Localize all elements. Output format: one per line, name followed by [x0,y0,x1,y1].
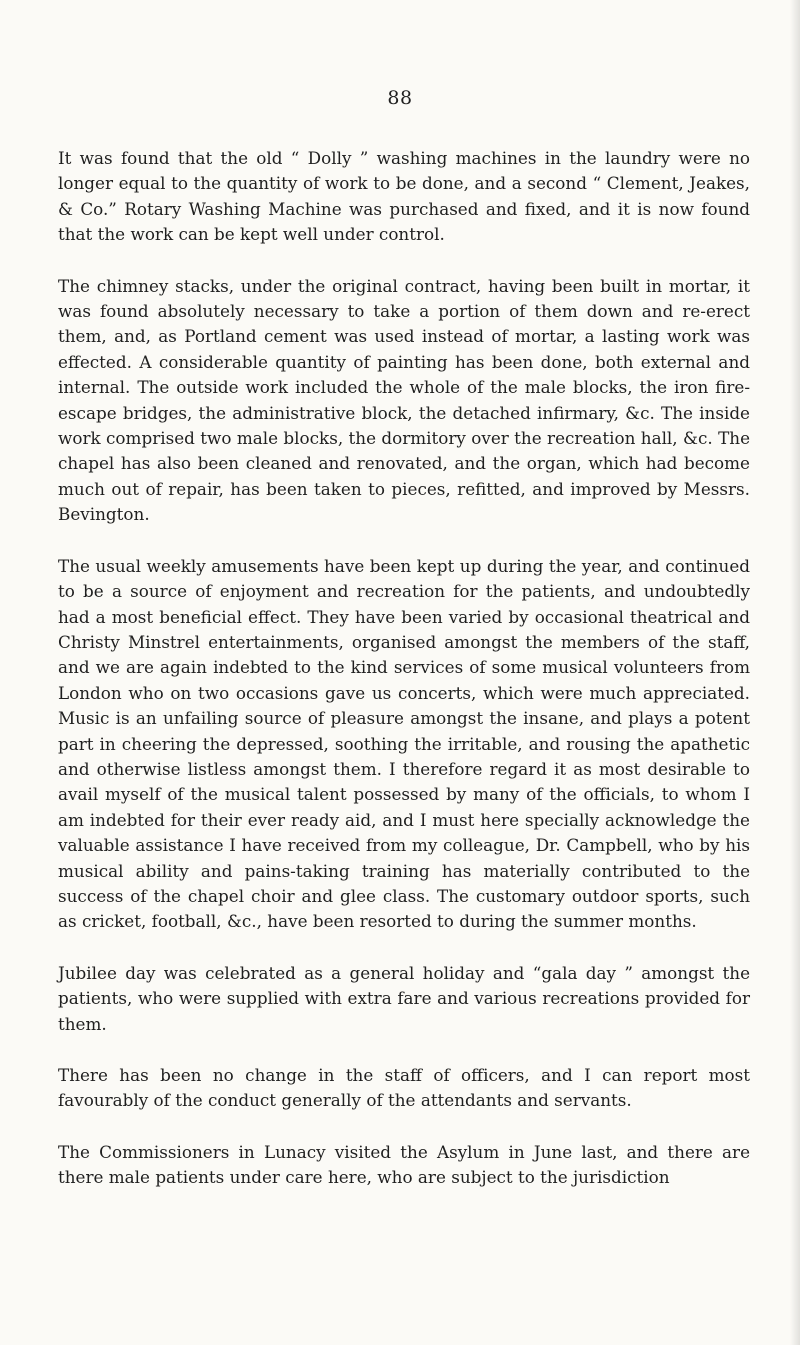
paragraph-jubilee: Jubilee day was celebrated as a general holiday and “gala day ” amongst the patients, who were supplied with extra fare and various recreations provided for them. [58,962,750,1034]
paragraph-laundry: It was found that the old “ Dolly ” washing machines in the laundry were no longer equal to the quantity of work to be done, and a second “ Clement, Jeakes, & Co.” Rotary Washing Machine was purchased and fixed, and it is now found that the work can be kept well under control. [58,148,750,245]
paragraph-staff: There has been no change in the staff of officers, and I can report most favourably of the conduct generally of the attendants and servants. [58,1065,750,1111]
paragraph-repairs: The chimney stacks, under the original contract, having been built in mortar, it was found absolutely necessary to take a portion of them down and re-erect them, and, as Portland cement was used instead of mortar, a lasting work was effected. A considerable quantity of painting has been done, both external and internal. The outside work included the whole of the male blocks, the iron fire-escape bridges, the administrative block, the detached infirmary, &c. The inside work comprised two male blocks, the dormitory over the recreation hall, &c. The chapel has also been cleaned and renovated, and the organ, which had become much out of repair, has been taken to pieces, refitted, and improved by Messrs. Bevington. [58,275,750,525]
page-number: 88 [387,87,413,109]
paragraph-commissioners: The Commissioners in Lunacy visited the Asylum in June last, and there are there male patients under care here, who are subject to the jurisdiction [58,1141,750,1188]
body-text [58,146,750,1191]
paragraph-amusements: The usual weekly amusements have been kept up during the year, and continued to be a source of enjoyment and recreation for the patients, and undoubtedly had a most beneficial effect. They have been varied by occasional theatrical and Christy Minstrel entertainments, organised amongst the members of the staff, and we are again indebted to the kind services of some musical volunteers from London who on two occasions gave us concerts, which were much appreciated. Music is an unfailing source of pleasure amongst the insane, and plays a potent part in cheering the depressed, soothing the irritable, and rousing the apathetic and otherwise listless amongst them. I therefore regard it as most desirable to avail myself of the musical talent possessed by many of the officials, to whom I am indebted for their ever ready aid, and I must here specially acknowledge the valuable assistance I have received from my colleague, Dr. Campbell, who by his musical ability and pains-taking training has materially contributed to the success of the chapel choir and glee class. The customary outdoor sports, such as cricket, football, &c., have been resorted to during the summer months. [58,555,750,932]
